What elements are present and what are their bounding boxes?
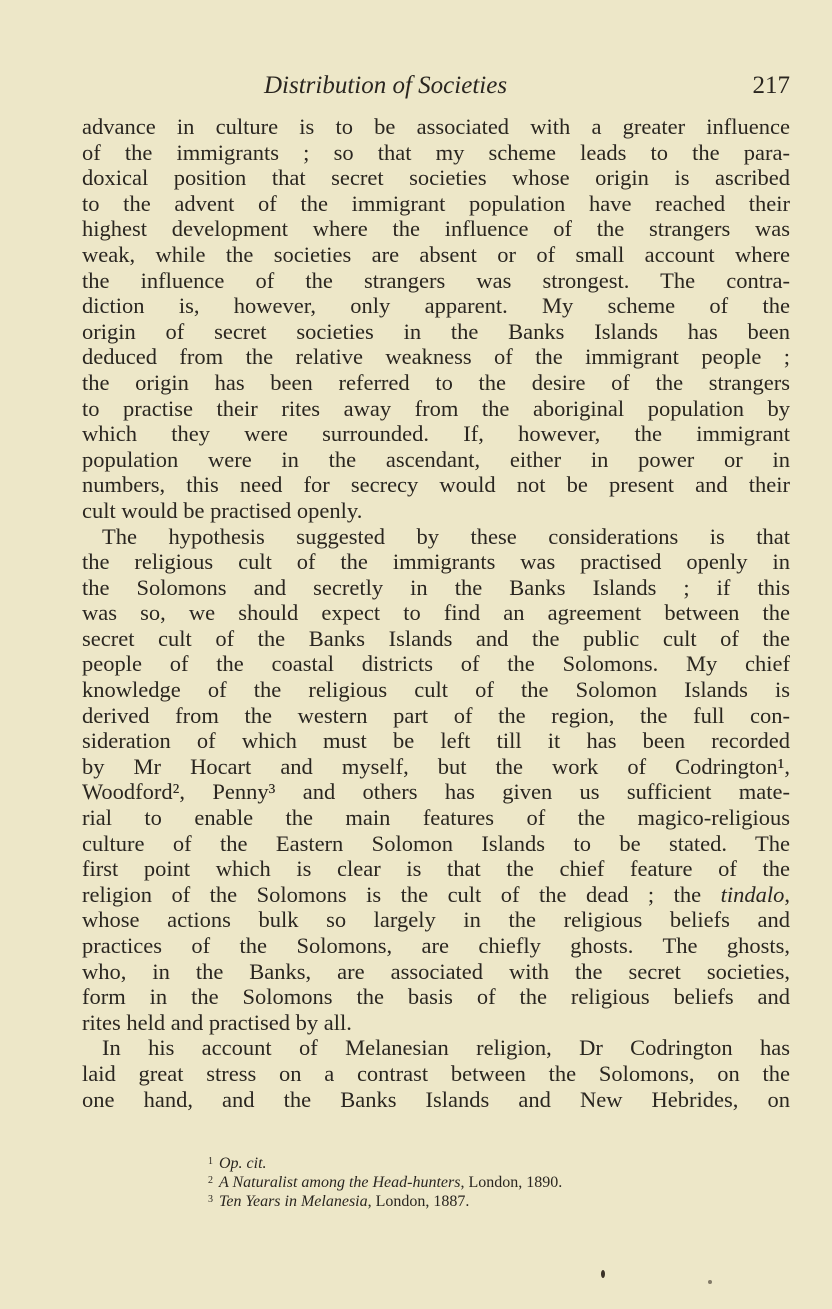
text-line: doxical position that secret societies whose origin is ascribed	[82, 165, 790, 191]
text-line: deduced from the relative weakness of the immigrant people ;	[82, 344, 790, 370]
text-line: of the immigrants ; so that my scheme leads to the para-	[82, 139, 790, 165]
text-line: population were in the ascendant, either in power or in	[82, 446, 790, 472]
text-line: knowledge of the religious cult of the Solomon Islands is	[82, 677, 790, 703]
body-text	[82, 114, 790, 1112]
scan-speck	[601, 1270, 605, 1278]
text-line: sideration of which must be left till it has been recorded	[82, 728, 790, 754]
text-line: highest development where the influence of the strangers was	[82, 216, 790, 242]
footnote-title: Ten Years in Melanesia	[219, 1193, 368, 1210]
text-line: practices of the Solomons, are chiefly ghosts. The ghosts,	[82, 933, 790, 958]
running-header	[82, 72, 790, 106]
text-line: diction is, however, only apparent. My scheme of the	[82, 293, 790, 319]
text-line: the Solomons and secretly in the Banks Islands ; if this	[82, 574, 790, 600]
text-line: whose actions bulk so largely in the religious beliefs and	[82, 907, 790, 933]
text-line: rites held and practised by all.	[82, 1009, 352, 1035]
page-number: 217	[752, 72, 790, 99]
text-line: In his account of Melanesian religion, Dr Codrington has	[102, 1035, 790, 1061]
text-line: first point which is clear is that the chief feature of the	[82, 856, 790, 882]
text-line: religion of the Solomons is the cult of the dead ; the tindalo,	[82, 881, 790, 907]
text-line: rial to enable the main features of the magico-religious	[82, 805, 790, 831]
footnote-citation: , London, 1890.	[460, 1174, 563, 1191]
scan-speck	[708, 1280, 712, 1284]
footnote	[208, 1191, 562, 1210]
text-line: to practise their rites away from the aboriginal population by	[82, 395, 790, 421]
text-line: secret cult of the Banks Islands and the public cult of the	[82, 625, 790, 651]
text-line: who, in the Banks, are associated with the secret societies,	[82, 958, 790, 984]
footnote-title: A Naturalist among the Head-hunters	[219, 1174, 461, 1191]
text-line: form in the Solomons the basis of the religious beliefs and	[82, 984, 790, 1010]
text-line: to the advent of the immigrant population have reached their	[82, 190, 790, 216]
text-line: by Mr Hocart and myself, but the work of Codrington¹,	[82, 753, 790, 779]
text-line: derived from the western part of the region, the full con-	[82, 702, 790, 728]
running-title: Distribution of Societies	[264, 72, 508, 99]
text-line: cult would be practised openly.	[82, 497, 363, 523]
footnote-mark: 3	[208, 1194, 213, 1205]
text-line: which they were surrounded. If, however, the immigrant	[82, 421, 790, 447]
text-line: the religious cult of the immigrants was practised openly in	[82, 549, 790, 575]
footnote-mark: 2	[208, 1175, 213, 1186]
text-line: the influence of the strangers was strongest. The contra-	[82, 267, 790, 293]
footnote-title: Op. cit.	[219, 1155, 267, 1172]
text-line: The hypothesis suggested by these considerations is that	[102, 523, 790, 549]
footnote	[208, 1153, 562, 1172]
text-line: one hand, and the Banks Islands and New Hebrides, on	[82, 1086, 790, 1112]
text-line: advance in culture is to be associated with a greater influence	[82, 114, 790, 139]
text-line: origin of secret societies in the Banks Islands has been	[82, 318, 790, 344]
text-line: the origin has been referred to the desire of the strangers	[82, 369, 790, 395]
text-line: people of the coastal districts of the Solomons. My chief	[82, 651, 790, 677]
text-line: laid great stress on a contrast between the Solomons, on the	[82, 1060, 790, 1086]
text-line: culture of the Eastern Solomon Islands to be stated. The	[82, 830, 790, 856]
text-line: numbers, this need for secrecy would not be present and their	[82, 472, 790, 498]
footnote-citation: , London, 1887.	[367, 1193, 470, 1210]
footnote-mark: 1	[208, 1156, 213, 1167]
text-line: was so, we should expect to find an agreement between the	[82, 600, 790, 626]
footnote	[208, 1172, 562, 1191]
footnotes	[208, 1153, 562, 1210]
text-line: weak, while the societies are absent or of small account where	[82, 241, 790, 267]
text-line: Woodford², Penny³ and others has given us sufficient mate-	[82, 779, 790, 805]
